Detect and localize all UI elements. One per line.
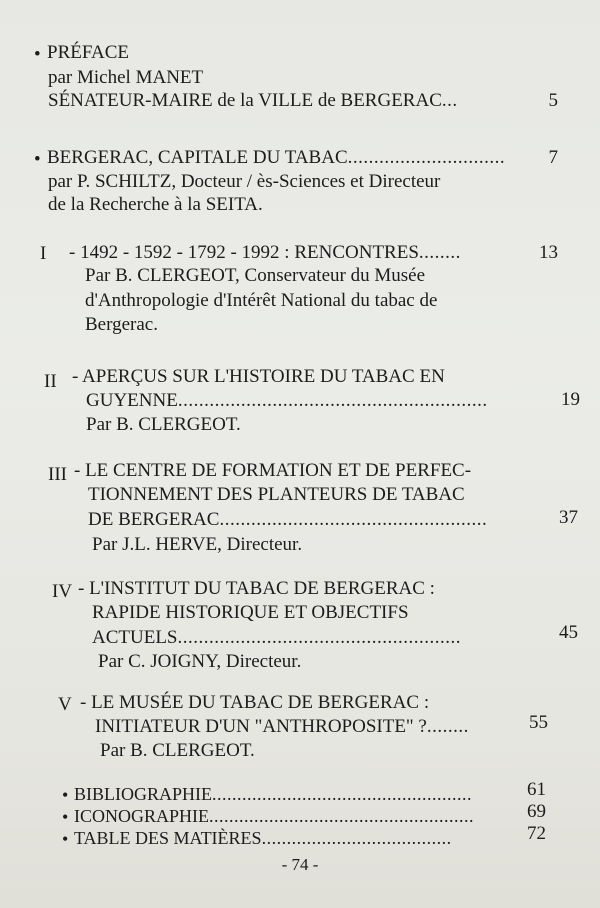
entry-title-line: INITIATEUR D'UN "ANTHROPOSITE" ?........	[95, 716, 469, 737]
entry-title-table-matieres: TABLE DES MATIÈRES......................................	[74, 828, 452, 848]
bullet-icon: •	[62, 785, 69, 805]
entry-title-institut: - L'INSTITUT DU TABAC DE BERGERAC :	[78, 578, 435, 599]
roman-numeral: IV	[52, 581, 73, 602]
entry-author: de la Recherche à la SEITA.	[48, 194, 263, 215]
roman-numeral: I	[40, 243, 47, 264]
roman-numeral: III	[48, 464, 67, 485]
entry-title-preface: PRÉFACE	[47, 42, 130, 63]
entry-title-musee: - LE MUSÉE DU TABAC DE BERGERAC :	[80, 692, 430, 713]
page-number: 61	[527, 779, 546, 800]
entry-title-line: GUYENNE...........................................................	[86, 390, 488, 411]
page-number: 69	[527, 801, 546, 822]
page-number: 19	[561, 389, 580, 410]
page-number: 45	[559, 622, 578, 643]
entry-title-centre: - LE CENTRE DE FORMATION ET DE PERFEC-	[74, 460, 472, 481]
page-number: 37	[559, 507, 578, 528]
page-number: 72	[527, 823, 546, 844]
entry-author: d'Anthropologie d'Intérêt National du tabac de	[85, 290, 438, 311]
page-number: 55	[529, 712, 548, 733]
entry-author: par P. SCHILTZ, Docteur / ès-Sciences et Directeur	[48, 171, 441, 192]
page-number: 13	[539, 242, 558, 263]
roman-numeral: II	[44, 371, 57, 392]
bullet-icon: •	[62, 829, 69, 849]
entry-title-capitale: BERGERAC, CAPITALE DU TABAC..............................	[47, 147, 506, 168]
entry-author: Par J.L. HERVE, Directeur.	[92, 534, 303, 555]
entry-author: Par B. CLERGEOT.	[100, 740, 255, 761]
entry-title-line: TIONNEMENT DES PLANTEURS DE TABAC	[88, 484, 465, 505]
bullet-icon: •	[62, 807, 69, 827]
entry-author: Bergerac.	[85, 314, 158, 335]
roman-numeral: V	[58, 694, 72, 715]
page-number: 7	[548, 147, 558, 168]
bullet-icon: •	[34, 149, 41, 170]
entry-title-iconographie: ICONOGRAPHIE.....................................................	[74, 806, 474, 826]
page-footer-number: - 74 -	[281, 855, 319, 874]
entry-title-line: ACTUELS......................................................	[92, 627, 461, 648]
entry-title-rencontres: - 1492 - 1592 - 1792 - 1992 : RENCONTRES........	[69, 242, 461, 263]
entry-author: Par B. CLERGEOT, Conservateur du Musée	[85, 265, 426, 286]
entry-author: Par C. JOIGNY, Directeur.	[98, 651, 302, 672]
page-number: 5	[548, 90, 558, 111]
entry-title-histoire: - APERÇUS SUR L'HISTOIRE DU TABAC EN	[72, 366, 445, 387]
bullet-icon: •	[34, 44, 41, 65]
entry-author-title: SÉNATEUR-MAIRE de la VILLE de BERGERAC...	[48, 90, 458, 111]
entry-title-line: DE BERGERAC...................................................	[88, 509, 488, 530]
entry-author: par Michel MANET	[48, 67, 204, 88]
entry-title-line: RAPIDE HISTORIQUE ET OBJECTIFS	[92, 602, 409, 623]
entry-title-bibliographie: BIBLIOGRAPHIE....................................................	[74, 784, 472, 804]
entry-author: Par B. CLERGEOT.	[86, 414, 241, 435]
